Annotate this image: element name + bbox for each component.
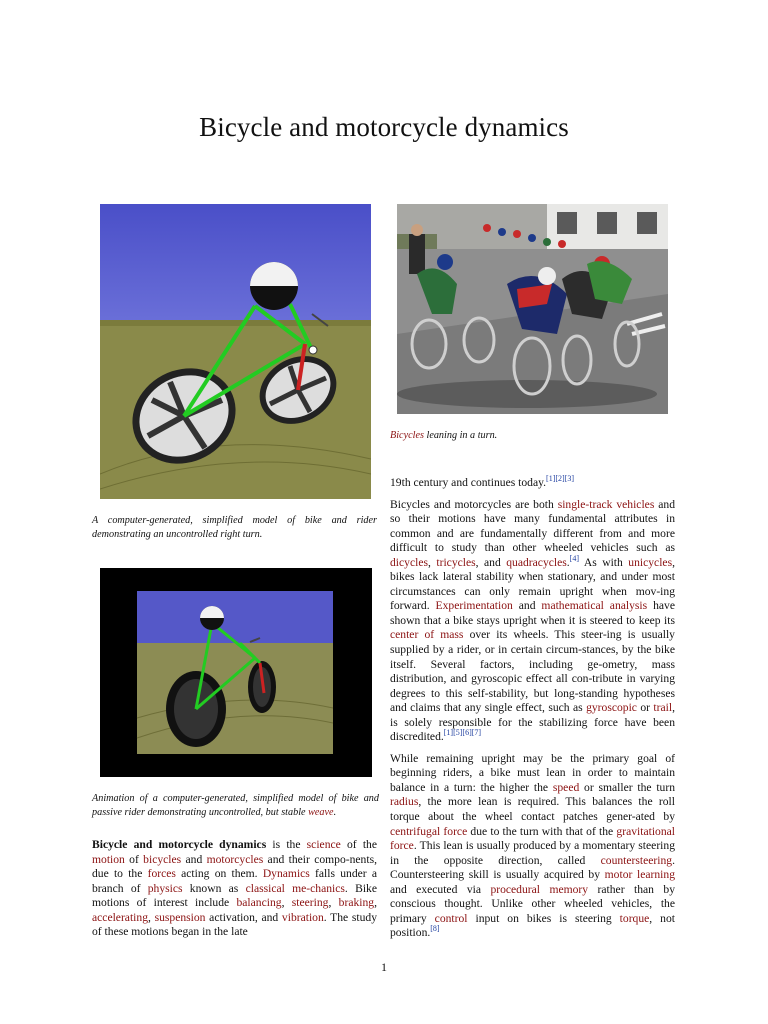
figure-2-caption [92,792,379,820]
history-continuation [390,476,675,491]
text-run: . Bike motions of interest include [92,881,377,910]
text-run: and their compo-nents, due to the [92,852,377,881]
text-run: , [148,910,155,924]
wiki-link[interactable]: dicycles [390,555,428,569]
text-run: known as [182,881,246,895]
wiki-link[interactable]: single-track vehicles [557,497,655,511]
wiki-link[interactable]: motor learning [604,868,675,882]
text-run: , is solely responsible for the stabilizing force have been discredited. [390,701,675,744]
bicycles-link[interactable]: Bicycles [390,430,424,441]
text-run: due to the turn with that of the [467,824,617,838]
wiki-link[interactable]: bicycles [143,852,182,866]
text-run: over its wheels. This steer-ing is usually supplied by a rider, or in certain circum-stances, by the bike itself. Several factors, including ge-ometry, mass distribution, and gyroscopic effect all con-tribute in varying degrees to this self-stability, but long-standing hypotheses and claims that any single effect, such as [390,628,675,715]
figure-bike-animation-weave [100,568,372,777]
text-run: and executed via [390,882,491,896]
text-run: . This lean is usually produced by a momentary steering in the opposite direction, called [390,839,675,867]
wiki-link[interactable]: suspension [154,910,206,924]
wiki-link[interactable]: classical me-chanics [245,881,345,895]
wiki-link[interactable]: Experimentation [435,599,513,613]
text-run: Bicycles and motorcycles are both [390,497,558,511]
text-run: , the more lean is required. This balances the roll torque about the wheel contact patches gener-ated by [390,795,675,824]
text-run: , bikes lack lateral stability when stationary, and under most circumstances can only remain upright when mov-ing forward. [390,555,675,613]
bike-animation-image [100,568,372,777]
wiki-link[interactable]: science [306,838,341,851]
text-run: . [566,555,570,569]
wiki-link[interactable]: trail [653,701,673,715]
caption-text: leaning in a turn. [423,430,498,441]
text-run: , [328,896,339,910]
text-run: , [281,896,292,910]
wiki-link[interactable]: torque [619,911,650,925]
text-run: input on bikes is steering [467,911,620,925]
text-run: , and [475,555,507,569]
bold-term: Bicycle and motorcycle dynamics [92,838,267,851]
caption-end: . [333,807,337,818]
text-run: activation, and [205,910,282,924]
figure-cyclists-photo [397,204,668,414]
text-run: As with [579,555,629,569]
citation-ref[interactable]: [8] [430,924,440,934]
text-run: , [374,896,377,910]
text-run: rather than by conscious thought. Unlike other wheeled vehicles, the primary [390,882,676,925]
text-run: is the [266,838,307,851]
text-run: acting on them. [175,867,263,881]
text-run: While remaining upright may be the primary goal of beginning riders, a bike must lean in order to maintain balance in a turn: the higher the [390,751,675,794]
wiki-link[interactable]: physics [147,881,183,895]
text-run: and so their motions have many fundamental attributes in common and are fundamentally different from and more difficult to study than other wheeled vehicles such as [390,497,676,555]
text-run: falls under a branch of [92,867,377,895]
wiki-link[interactable]: motorcycles [206,852,264,866]
intro-paragraph [92,838,377,940]
right-column-text [390,476,675,948]
page-title: Bicycle and motorcycle dynamics [199,112,569,142]
text-run: , not position. [390,911,675,940]
text-run: 19th century and continues today. [390,476,547,489]
page-number: 1 [381,960,387,974]
wiki-link[interactable]: procedural memory [490,882,589,896]
text-run: . The study of these motions began in the late [92,910,378,939]
wiki-link[interactable]: mathematical analysis [541,599,648,613]
wiki-link[interactable]: centrifugal force [390,824,468,838]
weave-link[interactable]: weave [308,807,334,818]
wiki-link[interactable]: radius [390,795,419,809]
wiki-link[interactable]: vibration [281,910,324,924]
text-run: or [636,701,654,715]
text-run: and [512,599,542,613]
bike-model-image [100,204,371,499]
text-run: of [124,852,144,866]
citation-ref[interactable]: [1][2][3] [546,474,575,484]
wiki-link[interactable]: center of mass [390,628,464,642]
wiki-link[interactable]: balancing [236,896,282,910]
single-track-paragraph [390,498,675,745]
leaning-paragraph [390,752,675,941]
wiki-link[interactable]: Dynamics [262,867,310,881]
figure-bike-model-right-turn [100,204,371,499]
wiki-link[interactable]: forces [147,867,176,881]
figure-1-caption: A computer-generated, simplified model of bike and rider demonstrating an uncontrolled right turn. [92,515,377,540]
wiki-link[interactable]: speed [552,780,580,794]
text-run: of the [340,838,377,851]
text-run: have shown that a bike stays upright when it is steered to keep its [390,599,675,627]
text-run: , [428,555,437,569]
wiki-link[interactable]: countersteering [600,853,673,867]
wiki-link[interactable]: unicycles [628,555,673,569]
wiki-link[interactable]: gravitational force [390,824,675,853]
wiki-link[interactable]: accelerating [92,910,148,924]
text-run: . Countersteering skill is usually acquired by [390,853,675,882]
citation-ref[interactable]: [1][5][6][7] [443,728,482,738]
wiki-link[interactable]: quadracycles [506,555,567,569]
text-run: and [181,852,207,866]
wiki-link[interactable]: control [434,911,468,925]
wiki-link[interactable]: steering [291,896,329,910]
cyclists-photo-image [397,204,668,414]
wiki-link[interactable]: motion [92,852,125,866]
caption-text: Animation of a computer-generated, simplified model of bike and passive rider demonstrating uncontrolled, but stable [92,793,379,818]
figure-3-caption [390,429,675,443]
citation-ref[interactable]: [4] [569,553,579,563]
left-column-text [92,838,377,947]
text-run: or smaller the turn [579,780,675,794]
wiki-link[interactable]: tricycles [436,555,476,569]
wiki-link[interactable]: braking [338,896,375,910]
wiki-link[interactable]: gyroscopic [586,701,637,715]
